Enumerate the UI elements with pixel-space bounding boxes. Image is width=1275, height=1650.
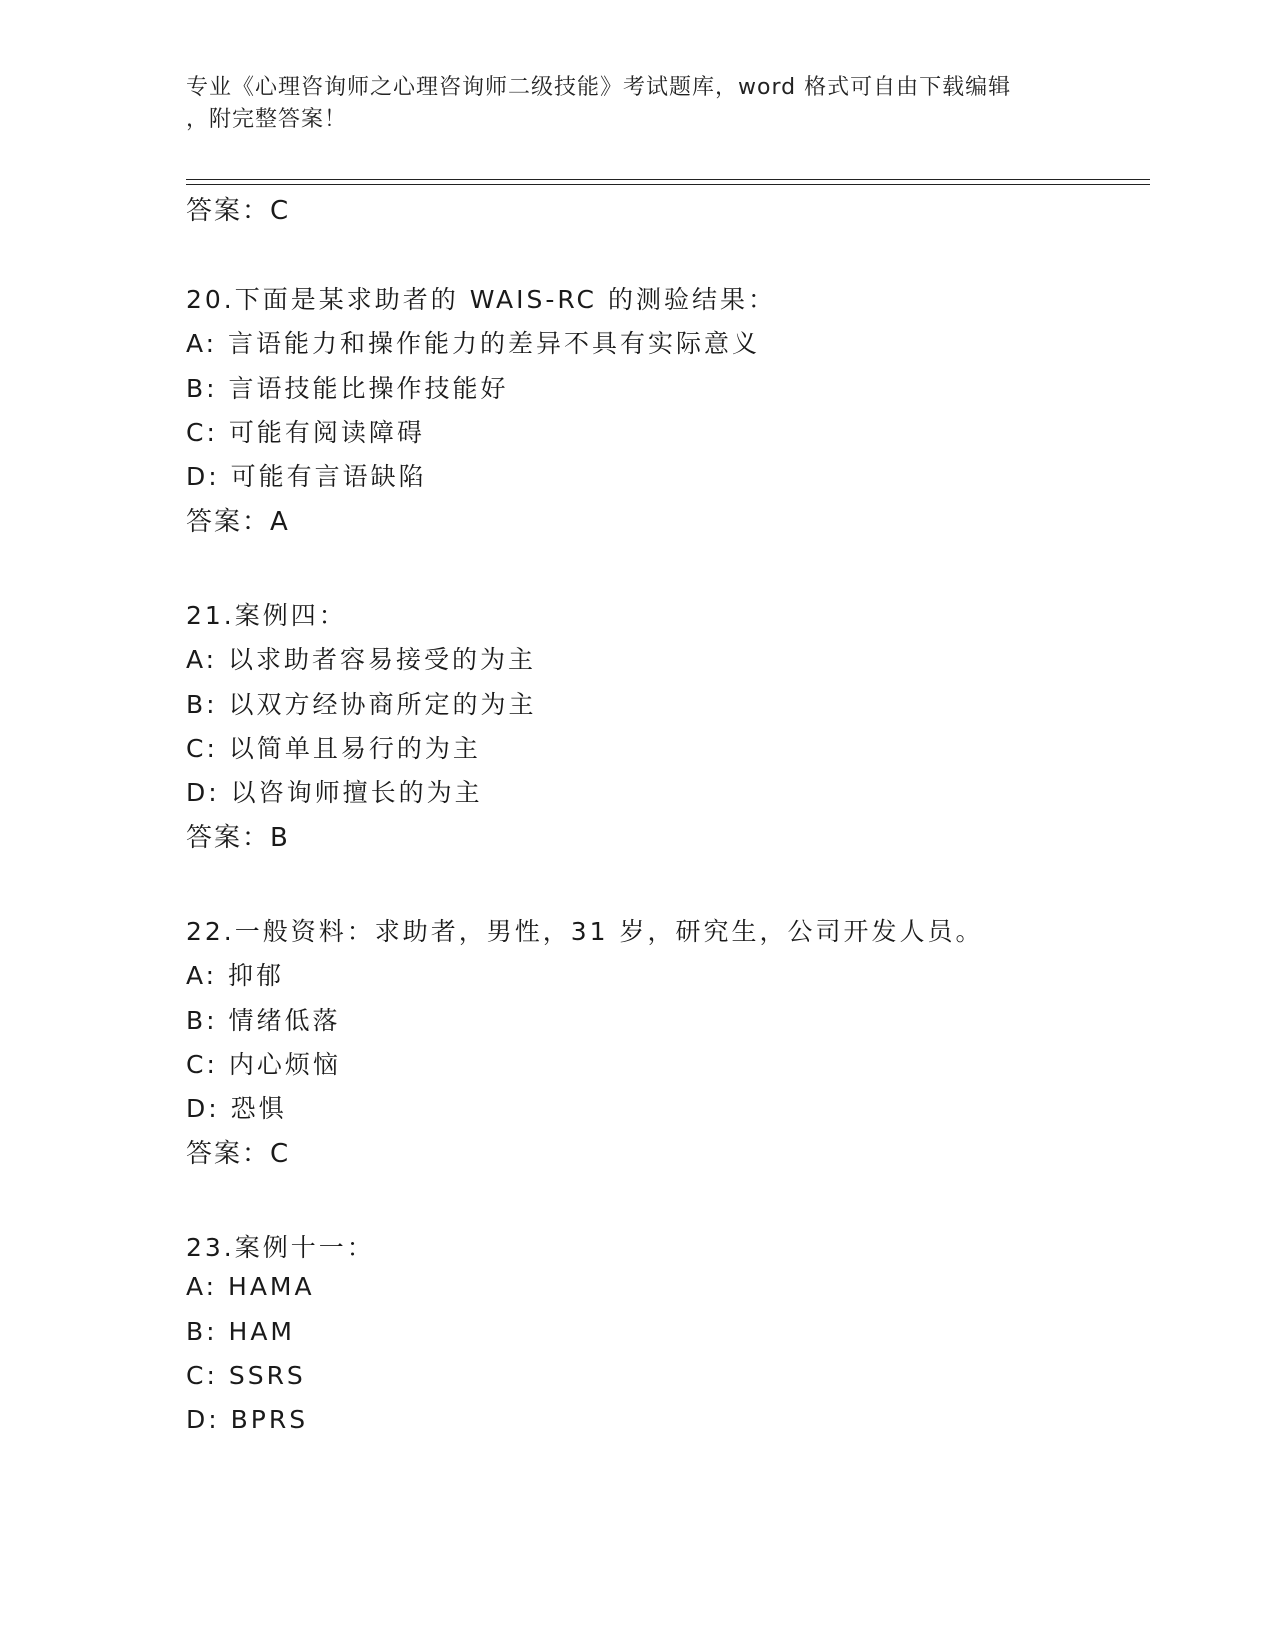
answer-label: 答案：C <box>186 1139 291 1169</box>
document-header <box>186 72 1076 136</box>
option-a: A: 抑郁 <box>186 961 285 990</box>
option-a: A: HAMA <box>186 1272 315 1301</box>
header-rule-top <box>186 179 1150 180</box>
header-line-1: 专业《心理咨询师之心理咨询师二级技能》考试题库，word 格式可自由下载编辑 <box>186 75 1012 100</box>
question-stem: 21.案例四： <box>186 601 347 630</box>
option-a: A: 言语能力和操作能力的差异不具有实际意义 <box>186 329 761 358</box>
header-line-2: ，附完整答案！ <box>186 107 348 132</box>
question-stem: 20.下面是某求助者的 WAIS-RC 的测验结果： <box>186 285 776 314</box>
option-c: C: SSRS <box>186 1361 306 1390</box>
answer-label: 答案：A <box>186 507 290 537</box>
option-d: D: BPRS <box>186 1405 309 1434</box>
answer-label: 答案：B <box>186 823 290 853</box>
question-stem: 22.一般资料：求助者，男性，31 岁，研究生，公司开发人员。 <box>186 917 984 946</box>
option-b: B: HAM <box>186 1317 295 1346</box>
question-stem: 23.案例十一： <box>186 1233 375 1262</box>
option-d: D: 可能有言语缺陷 <box>186 462 427 491</box>
option-a: A: 以求助者容易接受的为主 <box>186 645 537 674</box>
previous-answer: 答案：C <box>186 196 291 226</box>
option-b: B: 言语技能比操作技能好 <box>186 374 509 403</box>
option-c: C: 以简单且易行的为主 <box>186 734 481 763</box>
option-c: C: 内心烦恼 <box>186 1050 341 1079</box>
header-rule-bottom <box>186 184 1150 185</box>
option-d: D: 恐惧 <box>186 1094 287 1123</box>
option-d: D: 以咨询师擅长的为主 <box>186 778 483 807</box>
option-c: C: 可能有阅读障碍 <box>186 418 425 447</box>
option-b: B: 以双方经协商所定的为主 <box>186 690 537 719</box>
option-b: B: 情绪低落 <box>186 1006 341 1035</box>
